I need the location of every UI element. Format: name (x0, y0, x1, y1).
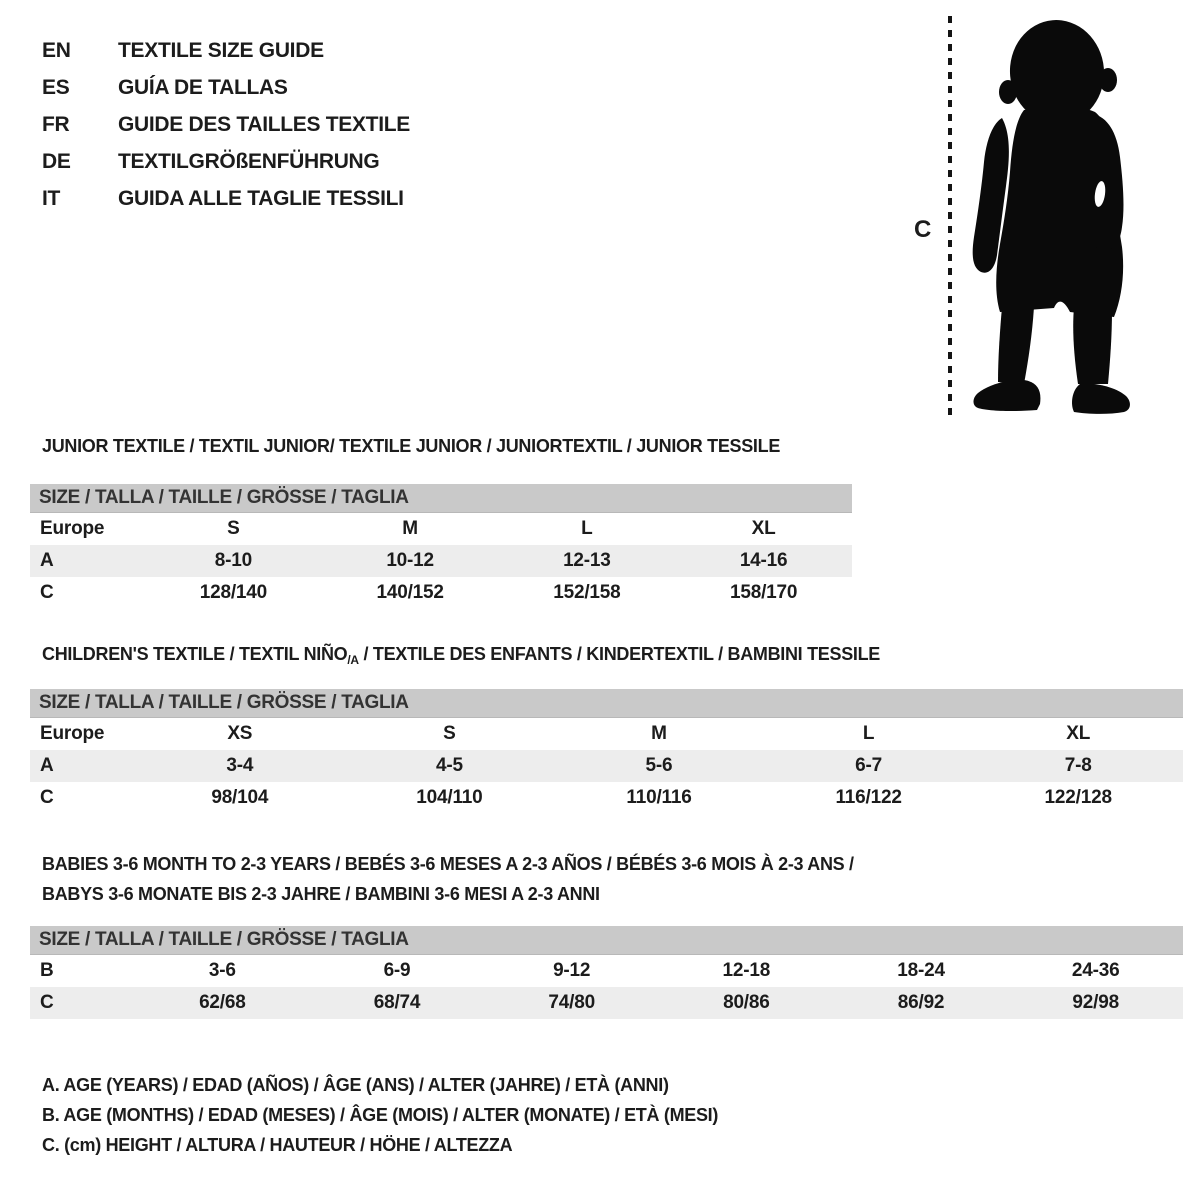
height-cell: 128/140 (199, 582, 268, 603)
age-cell: 10-12 (386, 550, 434, 571)
babies-title-line2: BABYS 3-6 MONATE BIS 2-3 JAHRE / BAMBINI 3-6 MESI A 2-3 ANNI (42, 884, 600, 904)
row-label: C (40, 992, 54, 1013)
children-table-header: SIZE / TALLA / TAILLE / GRÖSSE / TAGLIA (30, 689, 1183, 718)
legend-age-months: B. AGE (MONTHS) / EDAD (MESES) / ÂGE (MOIS) / ALTER (MONATE) / ETÀ (MESI) (42, 1104, 719, 1125)
row-label: C (40, 787, 54, 808)
babies-row-height (30, 987, 1183, 1019)
months-cell: 12-18 (722, 960, 771, 981)
children-row-height (30, 782, 1183, 814)
height-cell: 98/104 (211, 787, 269, 808)
age-cell: 6-7 (855, 755, 883, 776)
months-cell: 6-9 (383, 960, 411, 981)
row-label: B (40, 960, 54, 981)
babies-row-months (30, 955, 1183, 987)
size-cell: L (581, 518, 593, 539)
size-cell: S (443, 723, 456, 744)
legend-age-years: A. AGE (YEARS) / EDAD (AÑOS) / ÂGE (ANS) / ALTER (JAHRE) / ETÀ (ANNI) (42, 1074, 669, 1095)
children-size-table (30, 689, 1183, 814)
junior-table-header: SIZE / TALLA / TAILLE / GRÖSSE / TAGLIA (30, 484, 852, 513)
language-row-fr (42, 106, 410, 143)
age-cell: 4-5 (435, 755, 463, 776)
toddler-silhouette (962, 12, 1147, 422)
junior-row-age (30, 545, 852, 577)
junior-row-height (30, 577, 852, 609)
age-cell: 7-8 (1064, 755, 1092, 776)
age-cell: 5-6 (645, 755, 673, 776)
language-code: EN (42, 38, 71, 62)
language-row-it (42, 180, 410, 217)
height-cell: 116/122 (835, 787, 902, 808)
babies-size-table (30, 926, 1183, 1019)
language-row-es (42, 69, 410, 106)
guide-title-it: GUIDA ALLE TAGLIE TESSILI (118, 186, 404, 210)
age-cell: 8-10 (214, 550, 252, 571)
months-cell: 3-6 (208, 960, 236, 981)
height-cell: 140/152 (376, 582, 444, 603)
guide-title-de: TEXTILGRÖßENFÜHRUNG (118, 149, 380, 173)
height-cell: 62/68 (199, 992, 246, 1013)
row-label: Europe (40, 518, 105, 539)
junior-section-title: JUNIOR TEXTILE / TEXTIL JUNIOR/ TEXTILE JUNIOR / JUNIORTEXTIL / JUNIOR TESSILE (42, 436, 781, 456)
size-cell: M (651, 723, 667, 744)
height-cell: 68/74 (373, 992, 421, 1013)
children-title-part2: / TEXTILE DES ENFANTS / KINDERTEXTIL / BAMBINI TESSILE (358, 644, 880, 664)
size-cell: L (862, 723, 875, 744)
months-cell: 24-36 (1071, 960, 1120, 981)
height-cell: 104/110 (416, 787, 483, 808)
height-cell: 152/158 (553, 582, 621, 603)
row-label: A (40, 550, 54, 571)
height-cell: 92/98 (1072, 992, 1119, 1013)
row-label: Europe (40, 723, 105, 744)
language-code: FR (42, 112, 70, 136)
ear-right (1099, 68, 1117, 92)
guide-title-en: TEXTILE SIZE GUIDE (118, 38, 324, 62)
children-row-age (30, 750, 1183, 782)
row-label: A (40, 755, 54, 776)
age-cell: 3-4 (226, 755, 254, 776)
junior-row-europe (30, 513, 852, 545)
height-cell: 80/86 (723, 992, 770, 1013)
size-cell: XL (1066, 723, 1091, 744)
babies-section-title (42, 849, 854, 909)
babies-table-header: SIZE / TALLA / TAILLE / GRÖSSE / TAGLIA (30, 926, 1183, 955)
language-row-de (42, 143, 410, 180)
height-cell: 74/80 (548, 992, 595, 1013)
language-title-list (42, 32, 410, 217)
row-label: C (40, 582, 54, 603)
language-code: DE (42, 149, 71, 173)
language-code: ES (42, 75, 70, 99)
height-cell: 110/116 (626, 787, 692, 808)
height-cell: 86/92 (897, 992, 945, 1013)
children-section-title (42, 644, 880, 667)
children-row-europe (30, 718, 1183, 750)
guide-title-es: GUÍA DE TALLAS (118, 75, 288, 99)
size-cell: XS (227, 723, 253, 744)
age-cell: 14-16 (739, 550, 788, 571)
babies-title-line1: BABIES 3-6 MONTH TO 2-3 YEARS / BEBÉS 3-6 MESES A 2-3 AÑOS / BÉBÉS 3-6 MOIS À 2-3 ANS / (42, 854, 854, 874)
legend (42, 1070, 718, 1160)
legend-height-cm: C. (cm) HEIGHT / ALTURA / HAUTEUR / HÖHE / ALTEZZA (42, 1134, 513, 1155)
language-row-en (42, 32, 410, 69)
months-cell: 9-12 (553, 960, 591, 981)
size-cell: XL (751, 518, 776, 539)
size-cell: S (227, 518, 240, 539)
height-cell: 158/170 (729, 582, 798, 603)
height-measure-dashed-line (948, 16, 952, 416)
children-title-part1: CHILDREN'S TEXTILE / TEXTIL NIÑO (42, 644, 348, 664)
guide-title-fr: GUIDE DES TAILLES TEXTILE (118, 112, 410, 136)
ear-left (999, 80, 1017, 104)
children-title-subscript: /A (347, 653, 359, 667)
height-measure-label: C (914, 216, 932, 243)
age-cell: 12-13 (563, 550, 611, 571)
months-cell: 18-24 (897, 960, 945, 981)
size-cell: M (402, 518, 418, 539)
junior-size-table (30, 484, 852, 609)
language-code: IT (42, 186, 61, 210)
height-cell: 122/128 (1044, 787, 1112, 808)
